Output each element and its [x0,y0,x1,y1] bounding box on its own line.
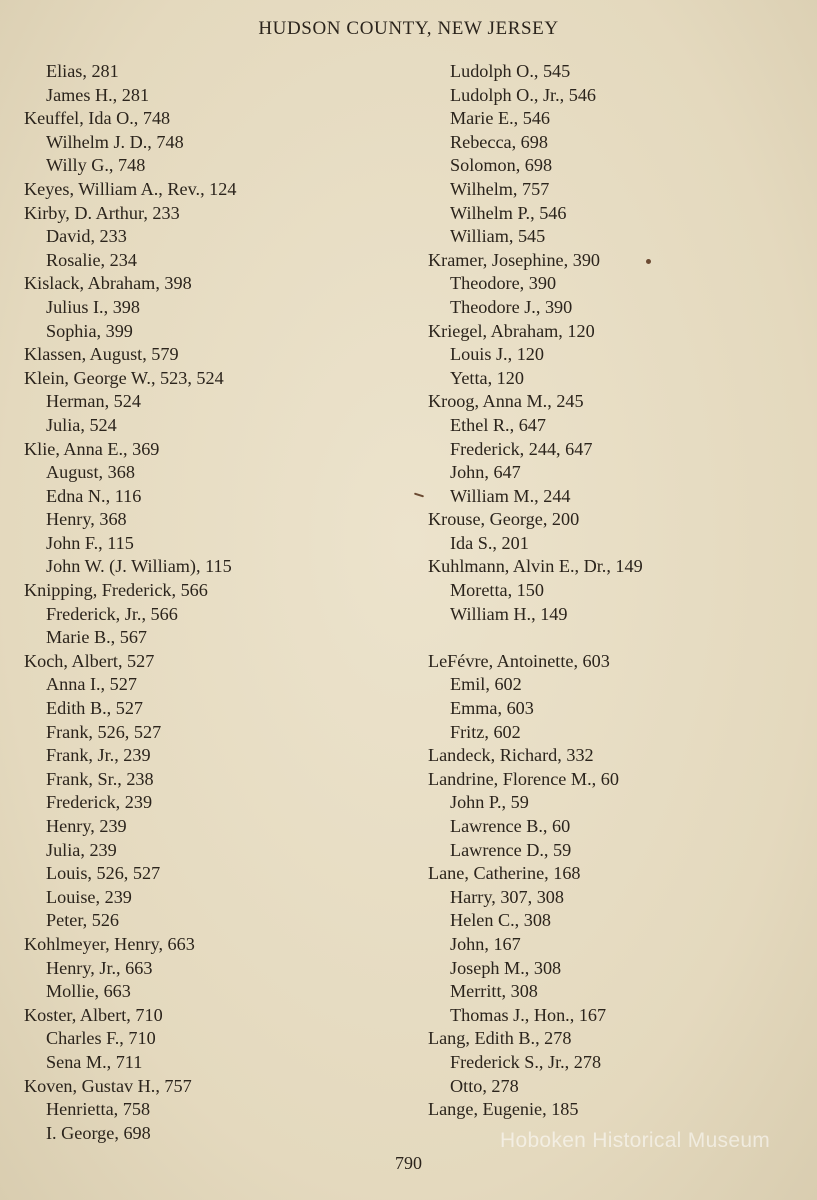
index-subentry: Peter, 526 [46,910,120,931]
index-entry: Klein, George W., 523, 524 [24,367,224,388]
index-subentry: I. George, 698 [46,1122,151,1143]
index-subentry: August, 368 [46,462,135,483]
section-gap [428,626,798,650]
index-entry: Keyes, William A., Rev., 124 [24,178,237,199]
index-subentry: Thomas J., Hon., 167 [450,1004,607,1025]
index-subentry: Frederick, 239 [46,792,153,813]
index-entry: Lange, Eugenie, 185 [428,1099,579,1120]
index-subentry: Yetta, 120 [450,367,524,388]
index-entry: Knipping, Frederick, 566 [24,580,208,601]
index-subentry: Lawrence D., 59 [450,839,572,860]
index-subentry: Frank, Sr., 238 [46,768,154,789]
index-subentry: Sena M., 711 [46,1051,143,1072]
index-subentry: Fritz, 602 [450,721,521,742]
index-entry: Kuhlmann, Alvin E., Dr., 149 [428,556,643,577]
index-subentry: John W. (J. William), 115 [46,556,232,577]
index-entry: Landrine, Florence M., 60 [428,768,619,789]
ink-speck [414,493,424,498]
index-subentry: Henry, 239 [46,816,127,836]
index-column-right [428,60,798,1122]
index-entry: Kislack, Abraham, 398 [24,273,192,294]
index-entry: Kroog, Anna M., 245 [428,391,584,412]
running-header: HUDSON COUNTY, NEW JERSEY [258,18,559,39]
index-subentry: Lawrence B., 60 [450,816,571,836]
index-subentry: Wilhelm, 757 [450,178,550,199]
index-subentry: Ida S., 201 [450,532,529,553]
index-subentry: Louis J., 120 [450,344,544,365]
index-subentry: Louise, 239 [46,886,132,907]
index-subentry: John, 167 [450,933,521,954]
index-subentry: Merritt, 308 [450,981,538,1002]
index-subentry: Elias, 281 [46,61,119,81]
index-entry: Lang, Edith B., 278 [428,1028,572,1049]
index-entry: Klie, Anna E., 369 [24,438,160,459]
index-subentry: Frank, Jr., 239 [46,745,151,766]
index-subentry: Wilhelm P., 546 [450,202,567,223]
index-subentry: Anna I., 527 [46,674,137,695]
index-subentry: Moretta, 150 [450,580,544,601]
index-subentry: Julia, 524 [46,414,117,435]
index-entry: Koch, Albert, 527 [24,650,155,671]
index-subentry: David, 233 [46,226,127,247]
index-subentry: William H., 149 [450,603,568,624]
index-subentry: Henrietta, 758 [46,1099,151,1120]
index-subentry: Otto, 278 [450,1075,519,1096]
index-subentry: Henry, Jr., 663 [46,957,153,978]
index-entry: Koven, Gustav H., 757 [24,1075,192,1096]
index-subentry: Theodore J., 390 [450,296,573,317]
index-subentry: Julius I., 398 [46,296,140,317]
index-subentry: Rosalie, 234 [46,249,137,270]
index-subentry: James H., 281 [46,84,150,105]
index-subentry: William M., 244 [450,485,571,506]
index-subentry: Solomon, 698 [450,155,553,176]
index-entry: Kohlmeyer, Henry, 663 [24,933,195,954]
index-subentry: Frederick S., Jr., 278 [450,1051,602,1072]
index-entry: Kriegel, Abraham, 120 [428,320,595,341]
index-subentry: Julia, 239 [46,839,117,860]
index-subentry: Henry, 368 [46,509,127,530]
index-subentry: Joseph M., 308 [450,957,562,978]
index-entry: Krouse, George, 200 [428,509,580,530]
index-subentry: Ludolph O., 545 [450,61,571,81]
index-entry: Koster, Albert, 710 [24,1004,163,1025]
index-entry: Keuffel, Ida O., 748 [24,108,171,129]
index-subentry: John P., 59 [450,792,529,813]
index-subentry: Ludolph O., Jr., 546 [450,84,597,105]
watermark: Hoboken Historical Museum [500,1129,771,1152]
index-entry: Klassen, August, 579 [24,344,179,365]
index-entry: Kramer, Josephine, 390 [428,249,601,270]
index-subentry: John F., 115 [46,532,134,553]
index-subentry: Mollie, 663 [46,981,131,1002]
index-subentry: William, 545 [450,226,546,247]
index-subentry: John, 647 [450,462,521,483]
index-subentry: Emma, 603 [450,698,534,719]
index-subentry: Helen C., 308 [450,910,552,931]
index-subentry: Rebecca, 698 [450,131,548,152]
index-subentry: Marie E., 546 [450,108,551,129]
index-entry: Landeck, Richard, 332 [428,745,594,766]
index-subentry: Herman, 524 [46,391,141,412]
index-subentry: Edna N., 116 [46,485,142,506]
index-subentry: Marie B., 567 [46,627,148,648]
ink-speck [646,259,651,264]
index-entry: LeFévre, Antoinette, 603 [428,650,610,671]
index-subentry: Louis, 526, 527 [46,863,161,884]
index-subentry: Emil, 602 [450,674,522,695]
index-entry: Lane, Catherine, 168 [428,863,581,884]
index-subentry: Willy G., 748 [46,155,146,176]
index-subentry: Ethel R., 647 [450,414,546,435]
index-subentry: Frank, 526, 527 [46,721,162,742]
index-subentry: Sophia, 399 [46,320,133,341]
index-subentry: Theodore, 390 [450,273,557,294]
index-subentry: Harry, 307, 308 [450,886,564,907]
index-subentry: Wilhelm J. D., 748 [46,131,184,152]
index-subentry: Frederick, Jr., 566 [46,603,178,624]
index-subentry: Edith B., 527 [46,698,144,719]
index-entry: Kirby, D. Arthur, 233 [24,202,180,223]
index-subentry: Charles F., 710 [46,1028,156,1049]
page-number: 790 [395,1153,422,1173]
index-subentry: Frederick, 244, 647 [450,438,593,459]
index-column-left [24,60,404,1145]
